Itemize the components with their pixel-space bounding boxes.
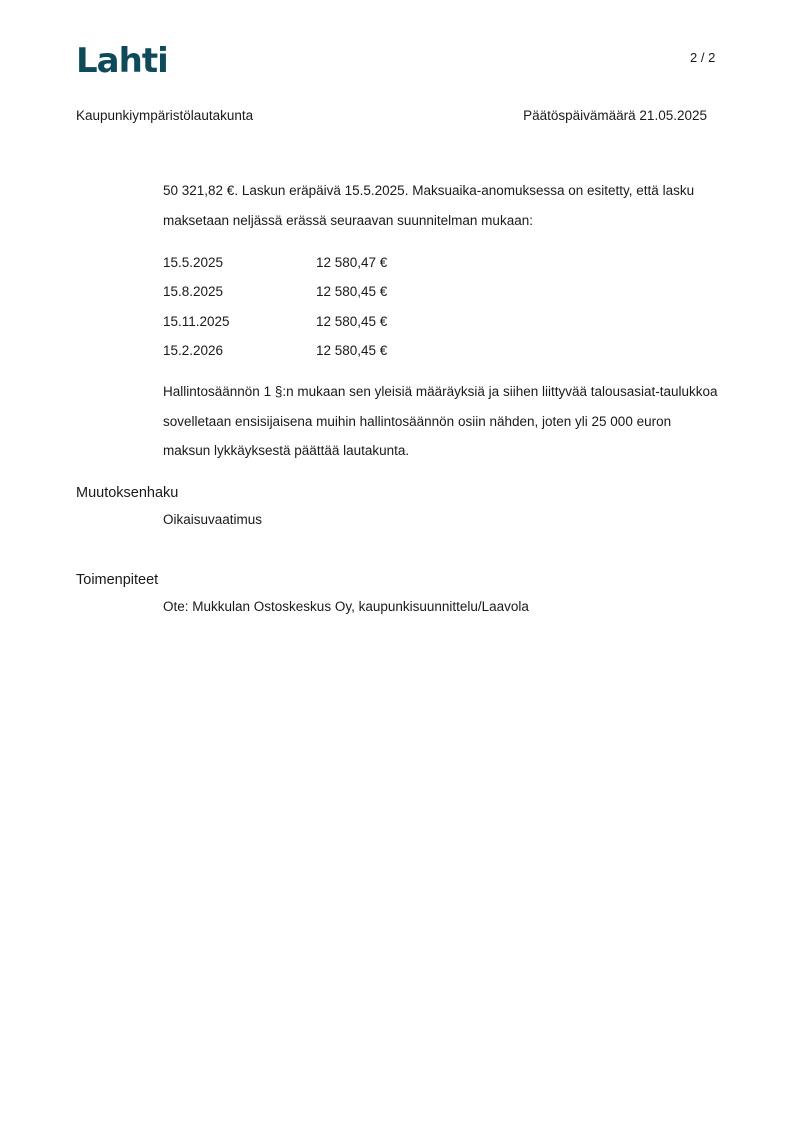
lahti-logo: Lahti: [76, 41, 168, 81]
schedule-date: 15.5.2025: [163, 255, 224, 270]
decision-date: Päätöspäivämäärä 21.05.2025: [523, 108, 707, 123]
schedule-date: 15.11.2025: [163, 313, 230, 329]
schedule-amount: 12 580,45 €: [316, 313, 388, 329]
committee-name: Kaupunkiympäristölautakunta: [76, 108, 254, 123]
schedule-date: 15.8.2025: [163, 284, 224, 300]
schedule-amount: 12 580,45 €: [316, 342, 388, 358]
actions-heading: Toimenpiteet: [76, 572, 159, 588]
page-number: 2 / 2: [690, 50, 716, 65]
appeal-body: Oikaisuvaatimus: [163, 512, 263, 527]
appeal-heading: Muutoksenhaku: [76, 485, 179, 501]
actions-body: Ote: Mukkulan Ostoskeskus Oy, kaupunkisuunnittelu/Laavola: [163, 599, 529, 614]
paragraph-regulation: Hallintosäännön 1 §:n mukaan sen yleisiä määräyksiä ja siihen liittyvää talousasiat-taulukkoa sovelletaan ensisijaisena muihin hallintosäännön osiin nähden, joten yli 25 000 euron maksun lykkäyksestä päättää lautakunta.: [163, 384, 718, 458]
schedule-amount: 12 580,45 €: [316, 284, 388, 300]
paragraph-invoice: 50 321,82 €. Laskun eräpäivä 15.5.2025. Maksuaika-anomuksessa on esitetty, että lasku maksetaan neljässä erässä seuraavan suunnitelman mukaan:: [163, 183, 695, 228]
schedule-amount: 12 580,47 €: [316, 255, 388, 270]
schedule-date: 15.2.2026: [163, 342, 224, 358]
